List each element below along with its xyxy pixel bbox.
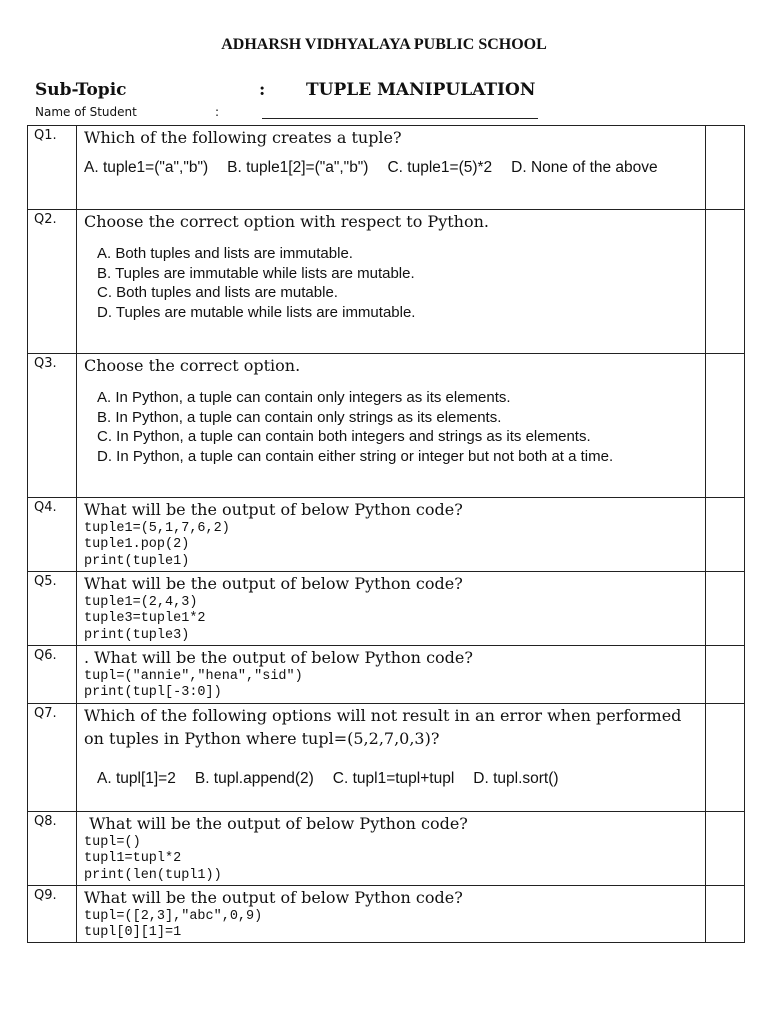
option-d: D. Tuples are mutable while lists are immutable.	[97, 303, 416, 321]
code-line: tuple1=(5,1,7,6,2)	[84, 521, 230, 536]
code-block	[84, 835, 699, 884]
question-text: What will be the output of below Python code?	[84, 814, 468, 833]
option-b: B. tuple1[2]=("a","b")	[227, 159, 369, 176]
question-number: Q1.	[28, 126, 77, 210]
option-list	[97, 244, 699, 322]
option-c: C. tupl1=tupl+tupl	[332, 770, 455, 787]
question-number: Q7.	[28, 704, 77, 812]
question-text: . What will be the output of below Python code?	[84, 648, 473, 667]
answer-cell[interactable]	[706, 704, 745, 812]
question-row-9	[28, 886, 745, 943]
question-text: What will be the output of below Python code?	[84, 574, 463, 593]
question-number: Q5.	[28, 572, 77, 646]
answer-cell[interactable]	[706, 646, 745, 704]
answer-cell[interactable]	[706, 498, 745, 572]
student-name-row	[35, 105, 735, 121]
question-row-6	[28, 646, 745, 704]
question-text: What will be the output of below Python code?	[84, 888, 463, 907]
option-b: B. Tuples are immutable while lists are mutable.	[97, 264, 415, 282]
option-a: A. Both tuples and lists are immutable.	[97, 245, 353, 262]
question-row-1	[28, 126, 745, 210]
subtopic-colon: :	[259, 80, 266, 100]
student-name-field[interactable]	[262, 118, 538, 119]
question-number: Q2.	[28, 210, 77, 354]
question-row-5	[28, 572, 745, 646]
question-text-line-1: Which of the following options will not result in an error when performed	[84, 706, 682, 725]
answer-cell[interactable]	[706, 886, 745, 943]
answer-cell[interactable]	[706, 572, 745, 646]
option-d: D. tupl.sort()	[473, 770, 559, 787]
code-line: tupl1=tupl*2	[84, 851, 182, 867]
question-number: Q6.	[28, 646, 77, 704]
code-line: print(tuple3)	[84, 627, 190, 643]
code-line: tupl[0][1]=1	[84, 925, 182, 941]
subtopic-row	[35, 80, 735, 104]
code-block	[84, 595, 699, 644]
code-line: print(tuple1)	[84, 553, 190, 569]
question-number: Q9.	[28, 886, 77, 943]
answer-cell[interactable]	[706, 210, 745, 354]
code-line: tupl=([2,3],"abc",0,9)	[84, 909, 263, 924]
code-line: tuple1.pop(2)	[84, 537, 190, 553]
option-list	[97, 388, 699, 466]
code-line: tupl=("annie","hena","sid")	[84, 669, 303, 684]
question-text-line-2: on tuples in Python where tupl=(5,2,7,0,3)?	[84, 729, 440, 748]
question-row-2	[28, 210, 745, 354]
option-a: A. tuple1=("a","b")	[84, 159, 209, 176]
question-text: Choose the correct option.	[84, 356, 301, 375]
question-row-4	[28, 498, 745, 572]
option-c: C. In Python, a tuple can contain both integers and strings as its elements.	[97, 428, 591, 445]
question-row-3	[28, 354, 745, 498]
code-line: print(tupl[-3:0])	[84, 685, 222, 701]
student-name-colon: :	[215, 105, 220, 119]
answer-cell[interactable]	[706, 812, 745, 886]
question-number: Q8.	[28, 812, 77, 886]
question-number: Q3.	[28, 354, 77, 498]
code-line: tupl=()	[84, 835, 141, 850]
code-block	[84, 909, 699, 942]
code-line: tuple1=(2,4,3)	[84, 595, 198, 610]
student-name-label: Name of Student	[35, 105, 137, 119]
school-name: ADHARSH VIDHYALAYA PUBLIC SCHOOL	[221, 36, 547, 53]
question-text: Choose the correct option with respect to Python.	[84, 212, 490, 231]
option-list	[84, 159, 699, 177]
option-b: B. tupl.append(2)	[194, 770, 314, 787]
code-line: print(len(tupl1))	[84, 867, 222, 883]
question-row-7	[28, 704, 745, 812]
question-text: What will be the output of below Python code?	[84, 500, 463, 519]
code-block	[84, 521, 699, 570]
option-a: A. In Python, a tuple can contain only integers as its elements.	[97, 389, 511, 406]
option-b: B. In Python, a tuple can contain only strings as its elements.	[97, 408, 502, 426]
subtopic-value: TUPLE MANIPULATION	[306, 80, 536, 100]
question-table	[27, 125, 745, 943]
option-c: C. tuple1=(5)*2	[387, 159, 493, 176]
code-line: tuple3=tuple1*2	[84, 611, 206, 627]
code-block	[84, 669, 699, 702]
option-list	[97, 770, 699, 788]
option-c: C. Both tuples and lists are mutable.	[97, 284, 338, 301]
option-d: D. None of the above	[511, 159, 658, 176]
answer-cell[interactable]	[706, 354, 745, 498]
subtopic-label: Sub-Topic	[35, 80, 127, 100]
option-d: D. In Python, a tuple can contain either string or integer but not both at a time.	[97, 447, 614, 465]
option-a: A. tupl[1]=2	[97, 770, 176, 787]
answer-cell[interactable]	[706, 126, 745, 210]
question-number: Q4.	[28, 498, 77, 572]
question-text: Which of the following creates a tuple?	[84, 128, 402, 147]
question-row-8	[28, 812, 745, 886]
